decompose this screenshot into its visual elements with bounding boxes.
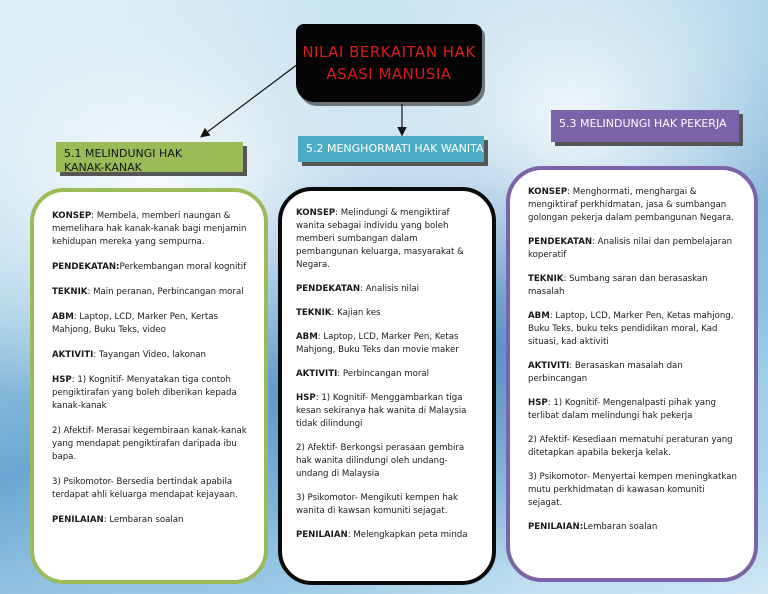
item-label: HSP: [528, 398, 548, 408]
card-item: [296, 442, 480, 481]
item-text: 3) Psikomotor- Bersedia bertindak apabila terdapat ahli keluarga mendapat kejayaan.: [52, 477, 238, 500]
item-label: TEKNIK: [528, 274, 564, 284]
card-item: [528, 397, 740, 423]
item-text: : Lembaran soalan: [103, 515, 184, 525]
item-label: ABM: [52, 312, 74, 322]
card-item: [52, 374, 248, 413]
column-3-header-text: 5.3 MELINDUNGI HAK PEKERJA: [559, 117, 727, 130]
item-text: : Laptop, LCD, Marker Pen, Kertas Mahjong, Buku Teks, video: [52, 312, 218, 335]
item-label: PENILAIAN:: [528, 522, 584, 532]
column-1-header-text: 5.1 MELINDUNGI HAK KANAK-KANAK: [64, 147, 183, 172]
card-item: [52, 349, 248, 362]
column-1-header: [56, 142, 243, 172]
card-item: [296, 368, 480, 381]
card-item: [528, 236, 740, 262]
card-item: [528, 471, 740, 510]
item-text: 2) Afektif- Merasai kegembiraan kanak-kanak yang mendapat pengiktirafan daripada ibu bapa.: [52, 426, 247, 462]
item-text: : Analisis nilai dan pembelajaran koperatif: [528, 237, 733, 260]
card-item: [296, 307, 480, 320]
item-text: : 1) Kognitif- Menggambarkan tiga kesan sekiranya hak wanita di Malaysia tidak dilindungi: [296, 393, 467, 429]
card-item: [52, 476, 248, 502]
column-2-header: [298, 136, 484, 162]
item-text: : Kajian kes: [331, 308, 381, 318]
main-title: [302, 41, 475, 85]
item-text: : 1) Kognitif- Mengenalpasti pihak yang terlibat dalam melindungi hak pekerja: [528, 398, 716, 421]
card-item: [52, 311, 248, 337]
item-text: : Laptop, LCD, Marker Pen, Ketas mahjong, Buku Teks, buku teks pendidikan moral, Kad situasi, kad aktiviti: [528, 311, 734, 347]
card-item: [296, 331, 480, 357]
item-text: : Perbincangan moral: [337, 369, 430, 379]
item-text: : 1) Kognitif- Menyatakan tiga contoh pengiktirafan yang boleh diberikan kepada kanak-kanak: [52, 375, 237, 411]
main-title-banner: [296, 24, 482, 102]
item-text: : Melindungi & mengiktiraf wanita sebagai individu yang boleh memberi sumbangan dalam pembangunan keluarga, masyarakat & Negara.: [296, 208, 464, 270]
item-label: PENILAIAN: [52, 515, 104, 525]
column-2-card: [278, 187, 496, 585]
item-text: 2) Afektif- Kesediaan mematuhi peraturan yang ditetapkan apabila bekerja kelak.: [528, 435, 733, 458]
item-text: 2) Afektif- Berkongsi perasaan gembira hak wanita dilindungi oleh undang-undang di Malaysia: [296, 443, 465, 479]
item-label: AKTIVITI: [296, 369, 338, 379]
item-label: KONSEP: [52, 211, 92, 221]
card-item: [528, 310, 740, 349]
item-text: : Analisis nilai: [360, 284, 419, 294]
card-item: [528, 434, 740, 460]
item-label: AKTIVITI: [52, 350, 94, 360]
card-item: [52, 261, 248, 274]
item-label: TEKNIK: [52, 287, 88, 297]
item-label: TEKNIK: [296, 308, 332, 318]
item-label: AKTIVITI: [528, 361, 570, 371]
column-2-header-text: 5.2 MENGHORMATI HAK WANITA: [306, 142, 484, 155]
card-item: [296, 207, 480, 272]
item-text: Perkembangan moral kognitif: [119, 262, 247, 272]
item-text: : Sumbang saran dan berasaskan masalah: [528, 274, 708, 297]
card-item: [296, 392, 480, 431]
card-item: [528, 521, 740, 534]
item-label: HSP: [296, 393, 316, 403]
item-text: : Main peranan, Perbincangan moral: [87, 287, 244, 297]
card-item: [296, 492, 480, 518]
item-text: : Melengkapkan peta minda: [347, 530, 468, 540]
item-label: KONSEP: [296, 208, 336, 218]
card-item: [52, 286, 248, 299]
item-label: PENILAIAN: [296, 530, 348, 540]
item-label: ABM: [296, 332, 318, 342]
card-item: [52, 514, 248, 527]
item-label: PENDEKATAN:: [52, 262, 120, 272]
card-item: [296, 529, 480, 542]
main-title-line-1: NILAI BERKAITAN HAK: [302, 43, 476, 61]
item-text: : Membela, memberi naungan & memelihara hak kanak-kanak bagi menjamin kehidupan mereka yang sempurna.: [52, 211, 247, 247]
column-1-card: [30, 188, 268, 584]
card-item: [52, 210, 248, 249]
item-label: KONSEP: [528, 187, 568, 197]
item-label: PENDEKATAN: [296, 284, 361, 294]
card-item: [528, 186, 740, 225]
item-label: ABM: [528, 311, 550, 321]
card-item: [528, 273, 740, 299]
item-text: Lembaran soalan: [583, 522, 658, 532]
main-title-line-2: ASASI MANUSIA: [326, 65, 452, 83]
item-label: HSP: [52, 375, 72, 385]
arrow-to-column-1: [202, 64, 298, 136]
item-text: 3) Psikomotor- Menyertai kempen meningkatkan mutu perkhidmatan di kawasan komuniti sejagat.: [528, 472, 737, 508]
item-text: : Menghormati, menghargai & mengiktiraf perkhidmatan, jasa & sumbangan golongan pekerja dalam pembangunan Negara.: [528, 187, 734, 223]
item-text: 3) Psikomotor- Mengikuti kempen hak wanita di kawsan komuniti sejagat.: [296, 493, 459, 516]
item-text: : Laptop, LCD, Marker Pen, Ketas Mahjong, Buku Teks dan movie maker: [296, 332, 459, 355]
card-item: [52, 425, 248, 464]
card-item: [296, 283, 480, 296]
card-item: [528, 360, 740, 386]
column-3-card: [506, 166, 758, 582]
item-label: PENDEKATAN: [528, 237, 593, 247]
column-3-header: [551, 110, 739, 142]
item-text: : Berasaskan masalah dan perbincangan: [528, 361, 683, 384]
item-text: : Tayangan Video, lakonan: [93, 350, 206, 360]
